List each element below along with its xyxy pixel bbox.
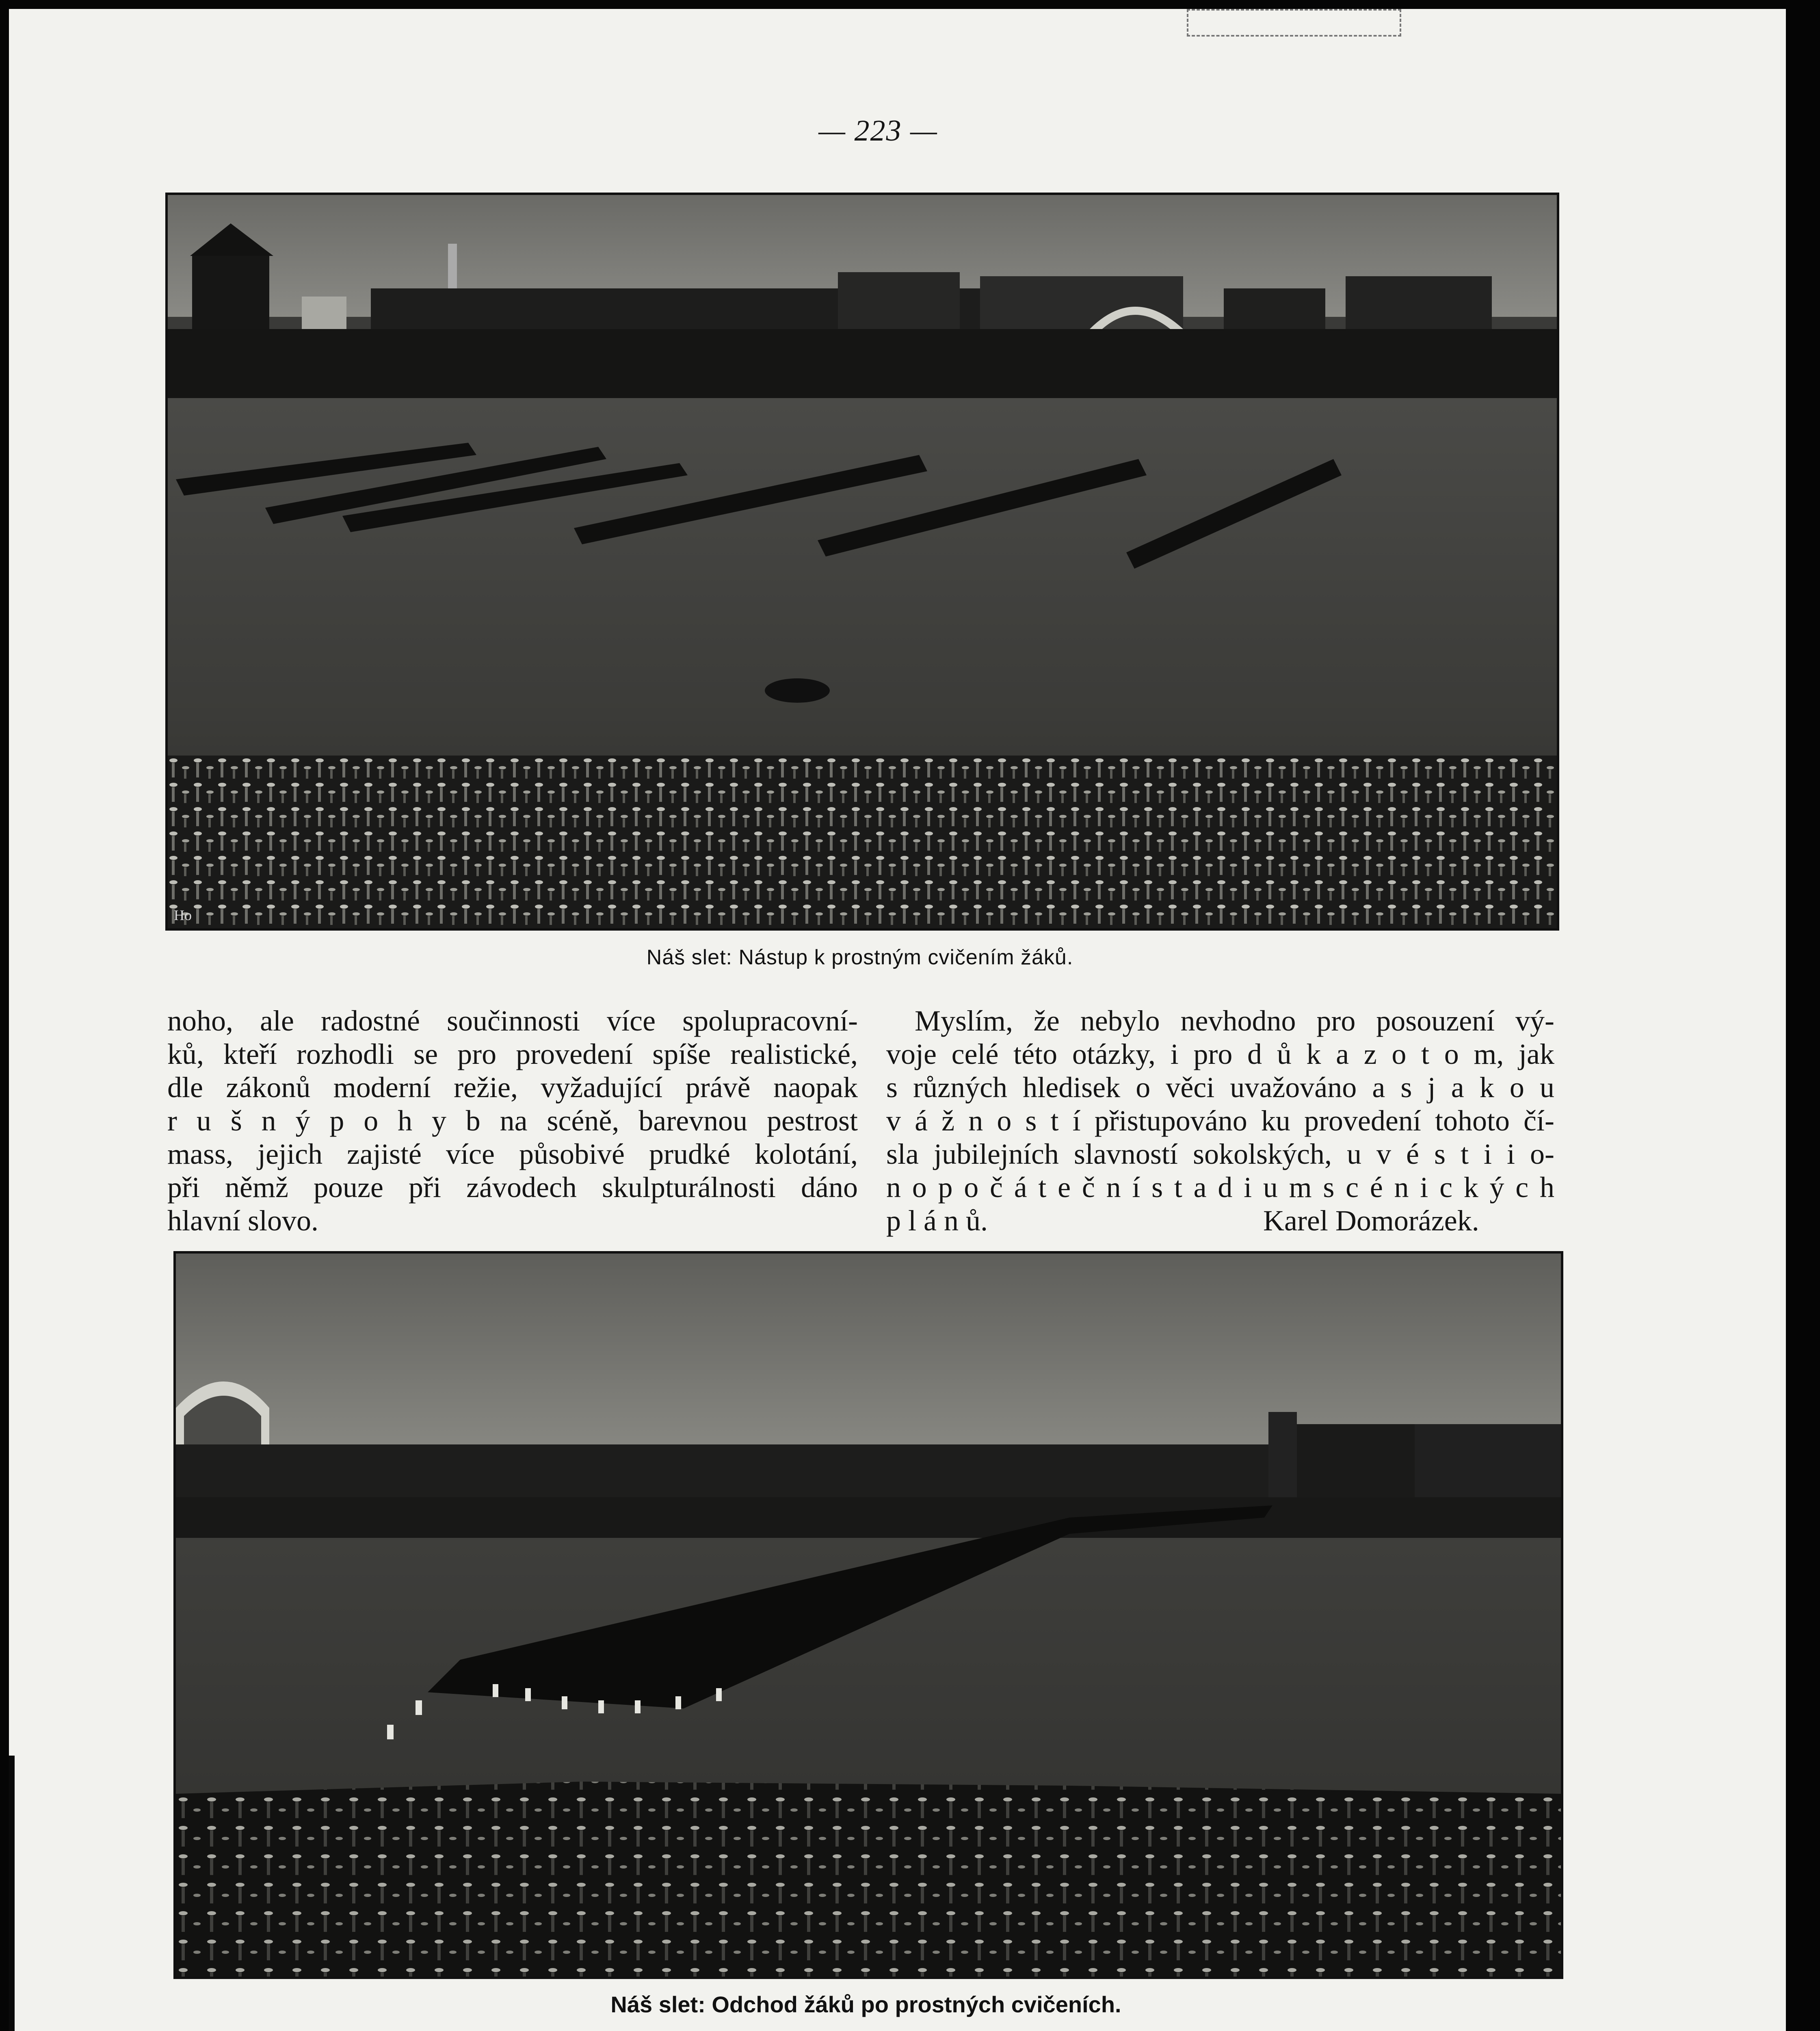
text-column-right	[886, 1004, 1554, 1237]
photo-assembly	[165, 193, 1559, 931]
text-line: při němž pouze při závodech skulpturálnosti dáno	[167, 1171, 858, 1204]
text-column-left	[167, 1004, 858, 1237]
magazine-page	[9, 9, 1786, 2031]
text-line: ků, kteří rozhodli se pro provedení spíše realistické,	[167, 1038, 858, 1070]
photo-signature: Ho	[174, 907, 192, 923]
text-line: Myslím, že nebylo nevhodno pro posouzení vý-	[915, 1005, 1554, 1037]
photo-departure-image	[176, 1254, 1561, 1977]
photo-departure	[173, 1251, 1563, 1979]
final-word: p l á n ů.	[886, 1204, 988, 1237]
text-line-final	[886, 1204, 1554, 1237]
scan-edge-left	[9, 1756, 15, 2031]
text-line: voje celé této otázky, i pro d ů k a z o t o m, jak	[886, 1038, 1554, 1070]
text-line: s různých hledisek o věci uvažováno a s j a k o u	[886, 1071, 1554, 1104]
text-line: n o p o č á t e č n í s t a d i u m s c é n i c k ý c h	[886, 1171, 1554, 1204]
page-number: — 223 —	[818, 114, 938, 147]
text-line: hlavní slovo.	[167, 1204, 318, 1237]
scan-mark-top	[1187, 9, 1401, 37]
text-line: v á ž n o s t í přistupováno ku provedení tohoto čí-	[886, 1104, 1554, 1137]
text-line: r u š n ý p o h y b na scéně, barevnou pestrost	[167, 1104, 858, 1137]
text-line: mass, jejich zajisté více působivé prudké kolotání,	[167, 1138, 858, 1170]
caption-assembly: Náš slet: Nástup k prostným cvičením žáků.	[646, 946, 1073, 969]
author-signature: Karel Domorázek.	[1263, 1204, 1479, 1237]
text-line: sla jubilejních slavností sokolských, u v é s t i i o-	[886, 1138, 1554, 1170]
photo-assembly-image	[168, 195, 1557, 928]
text-line: noho, ale radostné součinnosti více spolupracovní-	[167, 1005, 858, 1037]
text-line: dle zákonů moderní režie, vyžadující právě naopak	[167, 1071, 858, 1104]
caption-departure: Náš slet: Odchod žáků po prostných cvičeních.	[610, 1992, 1121, 2017]
